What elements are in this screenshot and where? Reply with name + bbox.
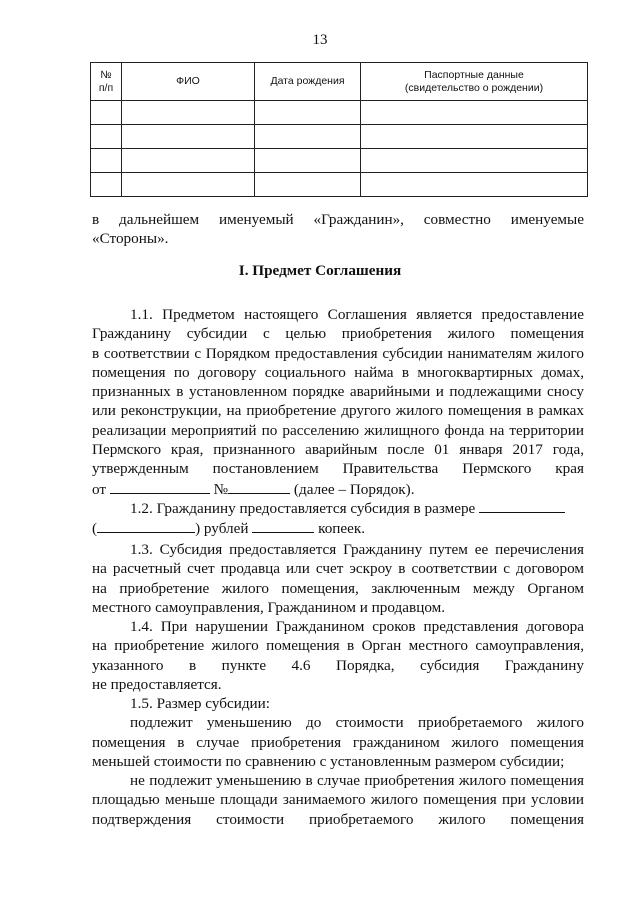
p1-1-line: Пермского края, признанного аварийным после 01 января 2017 года, <box>92 441 584 459</box>
table-cell <box>361 101 588 125</box>
p1-1-suffix: (далее – Порядок). <box>293 480 415 498</box>
paragraph-1-1 <box>92 305 584 499</box>
p1-5-item1-last-line: меньшей стоимости по сравнению с установленным размером субсидии; <box>92 752 565 770</box>
p1-4-line: указанного в пункте 4.6 Порядка, субсидия Гражданину <box>92 656 584 674</box>
persons-table <box>90 62 588 197</box>
p1-1-line: утвержденным постановлением Правительства Пермского края <box>92 460 584 478</box>
p1-2-line-1 <box>92 498 584 518</box>
table-cell <box>255 149 361 173</box>
p1-3-line: 1.3. Субсидия предоставляется Гражданину путем ее перечисления <box>130 541 584 558</box>
paragraph-1-3 <box>92 540 584 617</box>
table-cell <box>255 173 361 197</box>
p1-1-last-line <box>92 479 584 499</box>
paragraph-1-4 <box>92 617 584 694</box>
date-blank <box>110 479 210 494</box>
p1-1-line: реализации мероприятий по расселению жилищного фонда на территории <box>92 421 584 439</box>
header-number <box>91 63 122 101</box>
amount-words-blank <box>97 518 195 533</box>
intro-line-1: в дальнейшем именуемый «Гражданин», совместно именуемые <box>92 211 584 228</box>
intro-paragraph <box>92 210 584 249</box>
p1-5-title: 1.5. Размер субсидии: <box>130 695 271 712</box>
paragraph-1-5 <box>92 694 584 829</box>
amount-blank <box>479 498 565 513</box>
table-cell <box>361 173 588 197</box>
open-paren: ( <box>92 520 98 538</box>
table-cell <box>122 149 255 173</box>
p1-5-item1-line: помещения в случае приобретения гражданином жилого помещения <box>92 733 584 751</box>
p1-1-line: признанных в установленном порядке аварийными и подлежащими сносу <box>92 383 584 401</box>
table-cell <box>361 125 588 149</box>
p1-1-line: Гражданину субсидии с целью приобретения жилого помещения <box>92 325 584 343</box>
table-cell <box>122 173 255 197</box>
intro-line-2: «Стороны». <box>92 230 169 248</box>
rubles-label: ) рублей <box>195 520 249 538</box>
table-cell <box>361 149 588 173</box>
kopecks-label: копеек. <box>318 520 366 538</box>
page-number: 13 <box>312 32 328 48</box>
table-cell <box>91 125 122 149</box>
table-cell <box>122 125 255 149</box>
header-fio: ФИО <box>122 63 255 101</box>
table-cell <box>91 173 122 197</box>
section-title: I. Предмет Соглашения <box>238 262 402 279</box>
p1-3-last-line: местного самоуправления, Гражданином и продавцом. <box>92 598 446 616</box>
p1-3-line: на расчетный счет продавца или счет эскроу в соответствии с договором <box>92 560 584 578</box>
table-row <box>91 149 588 173</box>
p1-2-line-2 <box>92 518 584 538</box>
from-label: от <box>92 480 107 498</box>
table-cell <box>122 101 255 125</box>
p1-4-line: на приобретение жилого помещения в Орган местного самоуправления, <box>92 637 584 655</box>
p1-5-item1-line: подлежит уменьшению до стоимости приобретаемого жилого <box>130 714 584 732</box>
p1-1-line: 1.1. Предметом настоящего Соглашения является предоставление <box>130 306 584 323</box>
table-cell <box>91 149 122 173</box>
table-header-row <box>91 63 588 101</box>
table-row <box>91 125 588 149</box>
p1-4-line: 1.4. При нарушении Гражданином сроков представления договора <box>130 618 584 635</box>
paragraph-1-2 <box>92 498 584 539</box>
kopecks-blank <box>252 518 314 533</box>
p1-2-text: 1.2. Гражданину предоставляется субсидия в размере <box>130 500 476 517</box>
header-passport-line1: Паспортные данные <box>424 68 524 81</box>
p1-3-line: на приобретение жилого помещения, заключенным между Органом <box>92 579 584 597</box>
p1-4-last-line: не предоставляется. <box>92 675 222 693</box>
p1-1-line: в соответствии с Порядком предоставления субсидии нанимателям жилого <box>92 344 584 362</box>
number-sign: № <box>213 480 229 498</box>
table-cell <box>91 101 122 125</box>
header-passport-line2: (свидетельство о рождении) <box>404 81 544 94</box>
header-number-line2: п/п <box>98 81 114 94</box>
p1-5-item2-line: подтверждения стоимости приобретаемого жилого помещения <box>92 810 584 828</box>
table-cell <box>255 101 361 125</box>
header-passport <box>361 63 588 101</box>
number-blank <box>228 479 290 494</box>
table-row <box>91 173 588 197</box>
table-row <box>91 101 588 125</box>
p1-5-item2-line: не подлежит уменьшению в случае приобретения жилого помещения <box>130 772 584 790</box>
header-birth-date: Дата рождения <box>255 63 361 101</box>
p1-5-item2-line: площадью меньше площади занимаемого жилого помещения при условии <box>92 791 584 809</box>
table-cell <box>255 125 361 149</box>
p1-1-line: помещения по договору социального найма в многоквартирных домах, <box>92 363 584 381</box>
p1-1-line: или реконструкции, на приобретение другого жилого помещения в рамках <box>92 402 584 420</box>
header-number-line1: № <box>100 68 112 81</box>
